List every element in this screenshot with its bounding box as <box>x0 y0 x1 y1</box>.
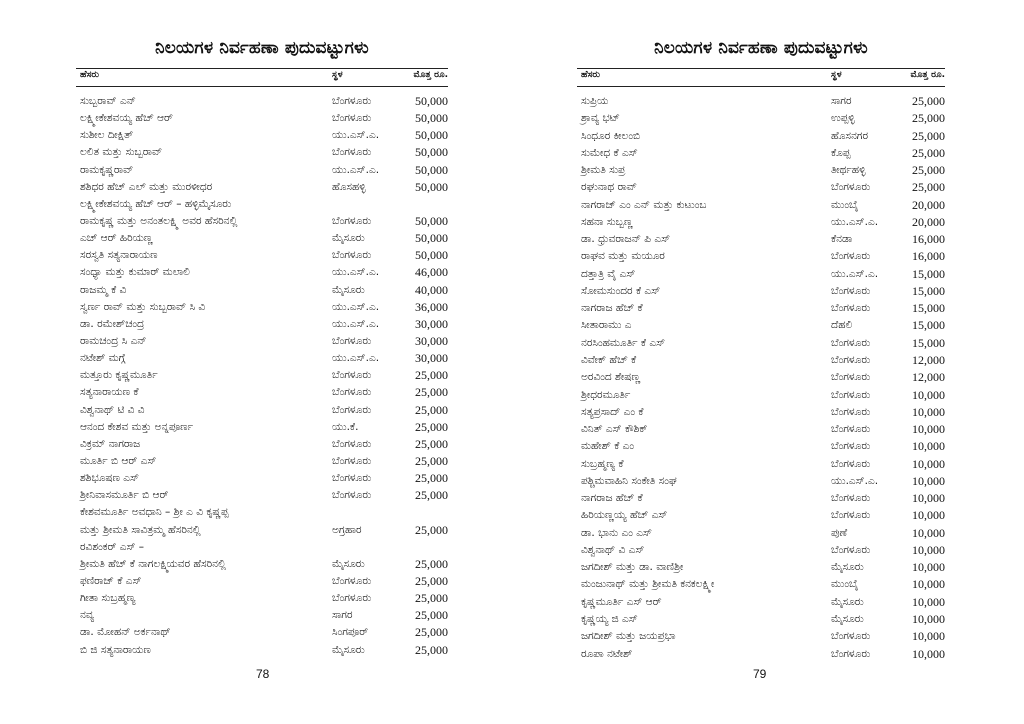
table-row <box>577 611 945 628</box>
donor-place: ಸಾಗರ <box>332 609 353 622</box>
donor-amount: 25,000 <box>415 402 448 417</box>
donor-place: ಮುಂಬೈ <box>831 578 859 591</box>
donor-name: ಸತ್ಯಪ್ರಸಾದ್ ಎಂ ಕೆ <box>581 405 644 418</box>
donor-name: ಸಿಂಧೂರ ಕೀಲಂಬಿ <box>581 129 641 142</box>
donor-amount: 25,000 <box>415 591 448 606</box>
donor-name: ಕೇಶವಮೂರ್ತಿ ಅವಧಾನಿ – ಶ್ರೀ ಎ ವಿ ಕೃಷ್ಣಪ್ಪ <box>80 506 229 519</box>
header-amount: ಮೊತ್ತ ರೂ. <box>910 70 945 80</box>
table-row <box>577 300 945 317</box>
donor-amount: 10,000 <box>912 611 945 626</box>
donor-name: ನರಸಿಂಹಮೂರ್ತಿ ಕೆ ಎಸ್ <box>581 336 666 349</box>
donor-name: ಲಕ್ಷ್ಮೀಕೇಶವಯ್ಯ ಹೆಚ್ ಆರ್ – ಹಳ್ಳಿಮೈಸೂರು <box>80 197 232 210</box>
table-row <box>577 110 945 127</box>
table-row <box>577 197 945 214</box>
donor-name: ದತ್ತಾತ್ರಿ ವೈ ಎಸ್ <box>581 267 636 280</box>
table-row <box>577 646 945 663</box>
donor-place: ಮೈಸೂರು <box>831 561 864 574</box>
donor-place: ದೆಹಲಿ <box>831 319 853 332</box>
table-row <box>577 473 945 490</box>
donor-amount: 25,000 <box>912 111 945 126</box>
donor-amount: 10,000 <box>912 542 945 557</box>
donor-amount: 50,000 <box>415 162 448 177</box>
donor-amount: 25,000 <box>415 573 448 588</box>
table-row <box>76 453 448 470</box>
donor-place: ಅಗ್ರಹಾರ <box>332 523 362 536</box>
donor-name: ಮೂರ್ತಿ ಬಿ ಆರ್ ಎಸ್ <box>80 454 157 467</box>
table-row <box>76 590 448 607</box>
donor-name: ಬಿ ಜಿ ಸತ್ಯನಾರಾಯಣ <box>80 643 151 656</box>
donor-name: ರಾಮಚಂದ್ರ ಸಿ ಎನ್ <box>80 334 147 347</box>
donor-amount: 25,000 <box>912 128 945 143</box>
table-row <box>76 607 448 624</box>
donor-name: ಗೀತಾ ಸುಬ್ರಹ್ಮಣ್ಯ <box>80 592 136 605</box>
donor-name: ರಾಘವ ಮತ್ತು ಮಯೂರ <box>581 250 665 263</box>
table-row <box>577 317 945 334</box>
donor-amount: 25,000 <box>415 419 448 434</box>
donor-name: ಸರಸ್ವತಿ ಸತ್ಯನಾರಾಯಣ <box>80 249 158 262</box>
donor-name: ಮತ್ತೂರು ಕೃಷ್ಣಮೂರ್ತಿ <box>80 369 158 382</box>
donor-place: ಬೆಂಗಳೂರು <box>332 574 372 587</box>
donor-place: ಬೆಂಗಳೂರು <box>332 334 372 347</box>
table-row <box>76 264 448 281</box>
donor-amount: 16,000 <box>912 249 945 264</box>
donor-amount: 10,000 <box>912 646 945 661</box>
donor-amount: 20,000 <box>912 197 945 212</box>
table-header <box>577 70 945 85</box>
donor-amount: 50,000 <box>415 248 448 263</box>
table-row <box>76 213 448 230</box>
donor-name: ಮಹೇಶ್ ಕೆ ಎಂ <box>581 440 635 453</box>
table-row <box>577 438 945 455</box>
donor-name: ನಟೇಶ್ ಮಗ್ಗೆ <box>80 352 126 365</box>
donor-place: ಬೆಂಗಳೂರು <box>831 492 871 505</box>
table-row <box>577 93 945 110</box>
donor-amount: 15,000 <box>912 318 945 333</box>
donor-place: ಮೈಸೂರು <box>831 612 864 625</box>
donor-name: ವಿವೇಕ್ ಹೆಚ್ ಕೆ <box>581 353 637 366</box>
donor-name: ಡಾ. ಮೋಹನ್ ಅರ್ಕನಾಥ್ <box>80 626 171 639</box>
donor-amount: 25,000 <box>415 471 448 486</box>
table-row <box>76 333 448 350</box>
donor-amount: 10,000 <box>912 629 945 644</box>
donor-name: ರಾಮಕೃಷ್ಣ ಮತ್ತು ಅನಂತಲಕ್ಷ್ಮಿ ಅವರ ಹೆಸರಿನಲ್ಲಿ <box>80 214 238 227</box>
donor-name: ಎಚ್ ಆರ್ ಹಿರಿಯಣ್ಣ <box>80 232 153 245</box>
right-page <box>577 0 945 724</box>
donor-amount: 25,000 <box>415 453 448 468</box>
donor-name: ಸುಬ್ಬರಾವ್ ಎನ್ <box>80 95 136 107</box>
donor-place: ಬೆಂಗಳೂರು <box>831 284 871 297</box>
donor-place: ಬೆಂಗಳೂರು <box>332 386 372 399</box>
header-amount: ಮೊತ್ತ ರೂ. <box>413 70 448 80</box>
donor-place: ಬೆಂಗಳೂರು <box>332 369 372 382</box>
donor-name: ಜಗದೀಶ್ ಮತ್ತು ಡಾ. ವಾಣಿಶ್ರೀ <box>581 561 684 574</box>
table-row <box>76 642 448 659</box>
table-row <box>577 542 945 559</box>
donor-place: ಸಾಗರ <box>831 95 852 107</box>
donor-name: ವಿನಿತ್ ಎಸ್ ಕೌಶಿಕ್ <box>581 423 648 436</box>
donor-name: ಆನಂದ ಕೇಶವ ಮತ್ತು ಅನ್ನಪೂರ್ಣ <box>80 420 194 433</box>
donor-amount: 10,000 <box>912 473 945 488</box>
table-row <box>577 490 945 507</box>
donor-place: ಯು.ಎಸ್.ಎ. <box>332 300 380 313</box>
donor-amount: 25,000 <box>415 556 448 571</box>
table-row <box>577 369 945 386</box>
donor-name: ಶಶಿಭೂಷಣ ಎಸ್ <box>80 472 140 485</box>
donor-amount: 15,000 <box>912 283 945 298</box>
donor-amount: 50,000 <box>415 94 448 108</box>
donor-name: ರಘುನಾಥ ರಾವ್ <box>581 181 637 194</box>
donor-amount: 25,000 <box>912 145 945 160</box>
table-row <box>76 316 448 333</box>
donor-amount: 30,000 <box>415 333 448 348</box>
donor-name: ಸಹನಾ ಸುಬ್ಬಣ್ಣ <box>581 215 633 228</box>
donor-place: ಯು.ಎಸ್.ಎ. <box>332 129 380 142</box>
donor-amount: 50,000 <box>415 231 448 246</box>
donor-place: ಯು.ಎಸ್.ಎ. <box>332 352 380 365</box>
donor-place: ಮುಂಬೈ <box>831 198 859 211</box>
table-row <box>577 231 945 248</box>
table-row <box>577 525 945 542</box>
donor-place: ಬೆಂಗಳೂರು <box>831 630 871 643</box>
donor-amount: 10,000 <box>912 439 945 454</box>
donor-name: ಮಂಜುನಾಥ್ ಮತ್ತು ಶ್ರೀಮತಿ ಕನಕಲಕ್ಷ್ಮೀ <box>581 578 715 591</box>
table-row <box>76 573 448 590</box>
table-row <box>76 127 448 144</box>
table-row <box>577 594 945 611</box>
donor-place: ಯು.ಕೆ. <box>332 420 359 433</box>
table-row <box>76 93 448 110</box>
table-row <box>76 282 448 299</box>
donor-place: ಬೆಂಗಳೂರು <box>831 371 871 384</box>
donor-name: ರಾಜಮ್ಮ ಕೆ ವಿ <box>80 283 127 296</box>
table-row <box>76 504 448 521</box>
table-row <box>76 487 448 504</box>
donor-amount: 36,000 <box>415 299 448 314</box>
table-row <box>577 559 945 576</box>
donor-amount: 25,000 <box>415 385 448 400</box>
donor-amount: 25,000 <box>415 608 448 623</box>
donor-amount: 25,000 <box>415 488 448 503</box>
table-header <box>76 70 448 85</box>
donor-place: ಸಿಂಗಪೂರ್ <box>332 626 369 639</box>
donor-name: ಸುಪ್ರಿಯ <box>581 95 609 107</box>
donor-name: ಪಶ್ಚಿಮವಾಹಿನಿ ಸಂಕೇತಿ ಸಂಘ <box>581 474 677 487</box>
table-row <box>577 248 945 265</box>
table-row <box>76 470 448 487</box>
table-row <box>76 539 448 556</box>
donor-amount: 10,000 <box>912 387 945 402</box>
table-row <box>76 247 448 264</box>
donor-list <box>76 93 448 659</box>
donor-place: ಬೆಂಗಳೂರು <box>332 489 372 502</box>
donor-name: ಲಲಿತ ಮತ್ತು ಸುಬ್ಬರಾವ್ <box>80 146 163 159</box>
donor-place: ಬೆಂಗಳೂರು <box>332 112 372 125</box>
donor-amount: 25,000 <box>912 94 945 108</box>
donor-name: ಸೋಮಸುಂದರ ಕೆ ಎಸ್ <box>581 284 661 297</box>
table-row <box>76 402 448 419</box>
donor-place: ಹೊಸಹಳ್ಳಿ <box>332 180 366 193</box>
header-top-rule <box>76 68 448 69</box>
table-row <box>577 179 945 196</box>
donor-place: ಬೆಂಗಳೂರು <box>831 302 871 315</box>
donor-amount: 15,000 <box>912 335 945 350</box>
donor-amount: 25,000 <box>415 368 448 383</box>
donor-amount: 50,000 <box>415 145 448 160</box>
donor-name: ಸಂಧ್ಯಾ ಮತ್ತು ಕುಮಾರ್ ಮಲಾಲಿ <box>80 266 190 279</box>
table-row <box>577 335 945 352</box>
donor-amount: 10,000 <box>912 491 945 506</box>
donor-place: ಉಪ್ಪಳ್ಳಿ <box>831 112 855 125</box>
donor-place: ಬೆಂಗಳೂರು <box>332 403 372 416</box>
table-row <box>76 110 448 127</box>
table-row <box>76 162 448 179</box>
table-row <box>577 214 945 231</box>
table-row <box>577 266 945 283</box>
table-row <box>577 576 945 593</box>
donor-name: ರೂಪಾ ನಟೇಶ್ <box>581 647 633 660</box>
donor-amount: 16,000 <box>912 232 945 247</box>
donor-place: ಮೈಸೂರು <box>332 643 365 656</box>
table-row <box>76 144 448 161</box>
donor-amount: 46,000 <box>415 265 448 280</box>
donor-place: ಪುಣೆ <box>831 526 848 539</box>
donor-name: ನಾಗರಾಜ ಹೆಚ್ ಕೆ <box>581 302 643 315</box>
table-row <box>577 352 945 369</box>
donor-amount: 40,000 <box>415 282 448 297</box>
donor-amount: 30,000 <box>415 316 448 331</box>
left-page <box>76 0 448 724</box>
donor-name: ಸುಮೇಧ ಕೆ ಎಸ್ <box>581 146 638 159</box>
table-row <box>76 419 448 436</box>
donor-amount: 25,000 <box>415 625 448 640</box>
donor-amount: 25,000 <box>415 522 448 537</box>
table-row <box>76 230 448 247</box>
donor-place: ಯು.ಎಸ್.ಎ. <box>831 215 879 228</box>
donor-place: ಬೆಂಗಳೂರು <box>332 454 372 467</box>
header-bottom-rule <box>76 86 448 87</box>
donor-place: ಯು.ಎಸ್.ಎ. <box>831 267 879 280</box>
donor-place: ಬೆಂಗಳೂರು <box>831 509 871 522</box>
donor-place: ಬೆಂಗಳೂರು <box>332 472 372 485</box>
donor-name: ಕೃಷ್ಣಯ್ಯ ಜಿ ಎಸ್ <box>581 612 638 625</box>
donor-place: ಬೆಂಗಳೂರು <box>831 647 871 660</box>
donor-amount: 15,000 <box>912 301 945 316</box>
donor-name: ನಾಗರಾಜ್ ಎಂ ಎನ್ ಮತ್ತು ಕುಟುಂಬ <box>581 198 707 211</box>
donor-place: ಬೆಂಗಳೂರು <box>831 440 871 453</box>
donor-place: ಬೆಂಗಳೂರು <box>831 405 871 418</box>
donor-amount: 10,000 <box>912 594 945 609</box>
donor-place: ಯು.ಎಸ್.ಎ. <box>332 266 380 279</box>
donor-name: ಮತ್ತು ಶ್ರೀಮತಿ ಸಾವಿತ್ರಮ್ಮ ಹೆಸರಿನಲ್ಲಿ <box>80 523 201 536</box>
donor-place: ಯು.ಎಸ್.ಎ. <box>831 474 879 487</box>
donor-name: ರವಿಶಂಕರ್ ಎಸ್ – <box>80 540 145 553</box>
donor-name: ಹಿರಿಯಣ್ಣಯ್ಯ ಹೆಚ್ ಎಸ್ <box>581 509 668 522</box>
donor-amount: 25,000 <box>912 163 945 178</box>
donor-name: ಫಣಿರಾಜ್ ಕೆ ಎಸ್ <box>80 574 142 587</box>
donor-name: ರಾಮಕೃಷ್ಣರಾವ್ <box>80 163 134 176</box>
donor-name: ಕೃಷ್ಣಮೂರ್ತಿ ಎಸ್ ಆರ್ <box>581 595 662 608</box>
donor-name: ಡಾ. ಭಾನು ಎಂ ಎಸ್ <box>581 526 652 539</box>
table-row <box>577 387 945 404</box>
donor-place: ಬೆಂಗಳೂರು <box>332 146 372 159</box>
donor-name: ಶ್ರೀಮತಿ ಹೆಚ್ ಕೆ ನಾಗಲಕ್ಷ್ಮಿಯವರ ಹೆಸರಿನಲ್ಲಿ <box>80 557 226 570</box>
donor-name: ಸ್ವರ್ಣ ರಾವ್ ಮತ್ತು ಸುಬ್ಬರಾವ್ ಸಿ ವಿ <box>80 300 206 313</box>
donor-name: ಅರವಿಂದ ಶೇಷಣ್ಣ <box>581 371 641 384</box>
donor-amount: 10,000 <box>912 525 945 540</box>
donor-name: ಲಕ್ಷ್ಮೀಕೇಶವಯ್ಯ ಹೆಚ್ ಆರ್ <box>80 112 173 125</box>
donor-place: ಬೆಂಗಳೂರು <box>332 214 372 227</box>
donor-place: ಬೆಂಗಳೂರು <box>831 353 871 366</box>
donor-amount: 50,000 <box>415 128 448 143</box>
donor-amount: 30,000 <box>415 351 448 366</box>
donor-amount: 10,000 <box>912 508 945 523</box>
table-row <box>76 350 448 367</box>
donor-place: ಯು.ಎಸ್.ಎ. <box>332 317 380 330</box>
page-number: 78 <box>256 667 270 681</box>
donor-name: ನವ್ಯ <box>80 609 95 622</box>
table-row <box>76 522 448 539</box>
table-row <box>577 283 945 300</box>
donor-name: ಸುಶೀಲ ದೀಕ್ಷಿತ್ <box>80 129 134 142</box>
header-place: ಸ್ಥಳ <box>831 70 842 80</box>
donor-place: ಕೆನಡಾ <box>831 233 853 246</box>
donor-place: ಮೈಸೂರು <box>332 557 365 570</box>
table-row <box>76 384 448 401</box>
donor-name: ಶ್ರೀಧರಮೂರ್ತಿ <box>581 388 631 401</box>
donor-list <box>577 93 945 663</box>
table-row <box>577 421 945 438</box>
donor-place: ತೀರ್ಥಹಳ್ಳಿ <box>831 164 866 177</box>
donor-name: ಶ್ರಾವ್ಯ ಭಟ್ <box>581 112 620 125</box>
table-row <box>76 179 448 196</box>
donor-name: ಶ್ರೀನಿವಾಸಮೂರ್ತಿ ಬಿ ಆರ್ <box>80 489 169 502</box>
donor-place: ಕೊಪ್ಪ <box>831 146 851 159</box>
page-title: ನಿಲಯಗಳ ನಿರ್ವಹಣಾ ಪುದುವಟ್ಟುಗಳು <box>155 38 369 58</box>
header-place: ಸ್ಥಳ <box>332 70 343 80</box>
donor-amount: 25,000 <box>912 180 945 195</box>
donor-place: ಬೆಂಗಳೂರು <box>332 249 372 262</box>
donor-amount: 10,000 <box>912 422 945 437</box>
donor-amount: 10,000 <box>912 456 945 471</box>
donor-place: ಬೆಂಗಳೂರು <box>831 181 871 194</box>
donor-place: ಬೆಂಗಳೂರು <box>831 250 871 263</box>
donor-name: ಶ್ರೀಮತಿ ಸುಪ್ರ <box>581 164 626 177</box>
donor-place: ಬೆಂಗಳೂರು <box>332 95 372 107</box>
donor-place: ಬೆಂಗಳೂರು <box>332 592 372 605</box>
donor-place: ಹೊಸನಗರ <box>831 129 869 142</box>
donor-name: ಸುಬ್ರಹ್ಮಣ್ಯ ಕೆ <box>581 457 624 470</box>
donor-amount: 15,000 <box>912 266 945 281</box>
table-row <box>577 507 945 524</box>
donor-amount: 20,000 <box>912 214 945 229</box>
donor-amount: 50,000 <box>415 179 448 194</box>
donor-amount: 25,000 <box>415 436 448 451</box>
donor-place: ಮೈಸೂರು <box>332 232 365 245</box>
table-row <box>577 456 945 473</box>
donor-name: ನಾಗರಾಜ ಹೆಚ್ ಕೆ <box>581 492 643 505</box>
table-row <box>577 628 945 645</box>
page-title: ನಿಲಯಗಳ ನಿರ್ವಹಣಾ ಪುದುವಟ್ಟುಗಳು <box>654 38 868 58</box>
donor-amount: 25,000 <box>415 642 448 657</box>
donor-amount: 10,000 <box>912 577 945 592</box>
donor-place: ಬೆಂಗಳೂರು <box>831 336 871 349</box>
donor-place: ಯು.ಎಸ್.ಎ. <box>332 163 380 176</box>
donor-place: ಬೆಂಗಳೂರು <box>831 543 871 556</box>
header-name: ಹೆಸರು <box>80 70 99 80</box>
donor-place: ಬೆಂಗಳೂರು <box>831 388 871 401</box>
donor-name: ಸತ್ಯನಾರಾಯಣ ಕೆ <box>80 386 139 399</box>
table-row <box>76 624 448 641</box>
table-row <box>577 145 945 162</box>
donor-place: ಬೆಂಗಳೂರು <box>332 437 372 450</box>
donor-name: ಸೀತಾರಾಮು ಎ <box>581 319 632 332</box>
table-row <box>76 367 448 384</box>
donor-amount: 50,000 <box>415 213 448 228</box>
table-row <box>76 436 448 453</box>
donor-place: ಮೈಸೂರು <box>332 283 365 296</box>
donor-amount: 50,000 <box>415 111 448 126</box>
table-row <box>577 128 945 145</box>
page-number: 79 <box>753 667 767 681</box>
table-row <box>76 299 448 316</box>
donor-place: ಬೆಂಗಳೂರು <box>831 457 871 470</box>
header-bottom-rule <box>577 86 945 87</box>
header-name: ಹೆಸರು <box>581 70 600 80</box>
donor-name: ವಿಕ್ರಮ್ ನಾಗರಾಜ <box>80 437 141 450</box>
donor-amount: 10,000 <box>912 404 945 419</box>
header-top-rule <box>577 68 945 69</box>
donor-amount: 12,000 <box>912 370 945 385</box>
donor-name: ಡಾ. ಧ್ರುವರಾಜನ್ ಪಿ ಎಸ್ <box>581 233 671 246</box>
donor-amount: 12,000 <box>912 352 945 367</box>
donor-name: ಶಶಿಧರ ಹೆಚ್ ಎಲ್ ಮತ್ತು ಮುರಳೀಧರ <box>80 180 213 193</box>
table-row <box>577 162 945 179</box>
donor-name: ವಿಶ್ವನಾಥ್ ಟಿ ವಿ ವಿ <box>80 403 145 416</box>
donor-name: ಡಾ. ರಮೇಶ್‌ಚಂದ್ರ <box>80 317 145 330</box>
donor-name: ವಿಶ್ವನಾಥ್ ವಿ ಎಸ್ <box>581 543 645 556</box>
table-row <box>577 404 945 421</box>
table-row <box>76 196 448 213</box>
table-row <box>76 556 448 573</box>
donor-place: ಬೆಂಗಳೂರು <box>831 423 871 436</box>
donor-amount: 10,000 <box>912 560 945 575</box>
donor-name: ಜಗದೀಶ್ ಮತ್ತು ಜಯಪ್ರಭಾ <box>581 630 676 643</box>
donor-place: ಮೈಸೂರು <box>831 595 864 608</box>
